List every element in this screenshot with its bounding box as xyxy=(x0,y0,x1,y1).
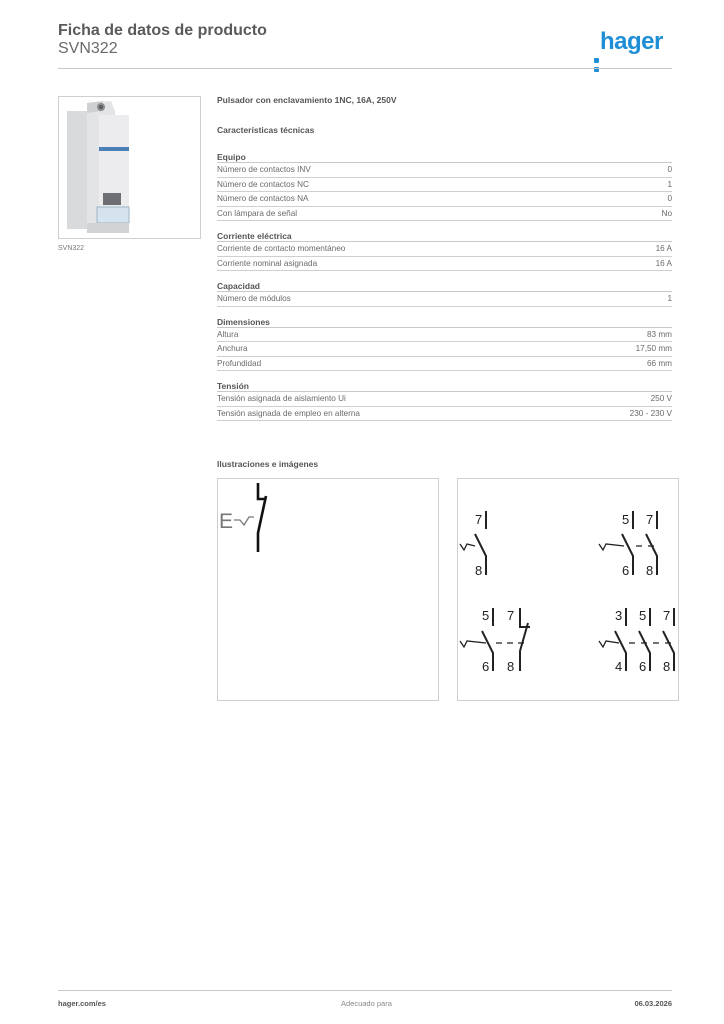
group-tension xyxy=(217,380,672,421)
page-title: Ficha de datos de producto xyxy=(58,22,267,39)
table-row xyxy=(217,257,672,272)
table-row xyxy=(217,192,672,207)
terminal-label: 7 xyxy=(507,608,515,623)
row-label: Profundidad xyxy=(217,358,262,368)
row-value: 66 mm xyxy=(646,358,672,368)
table-row xyxy=(217,342,672,357)
terminal-label: 5 xyxy=(482,608,490,623)
terminal-label: 3 xyxy=(615,608,623,623)
product-reference: SVN322 xyxy=(58,40,118,57)
terminal-label: 6 xyxy=(482,659,490,674)
group-title: Equipo xyxy=(217,151,672,163)
row-value: 16 A xyxy=(655,258,672,268)
terminal-label: 5 xyxy=(639,608,647,623)
terminal-label: 8 xyxy=(475,563,483,578)
row-label: Altura xyxy=(217,329,239,339)
row-label: Número de contactos NC xyxy=(217,179,309,189)
group-capacidad xyxy=(217,280,672,307)
contact-wiring-diagrams-icon xyxy=(458,479,678,700)
row-label: Anchura xyxy=(217,344,248,353)
table-row xyxy=(217,178,672,193)
table-row xyxy=(217,392,672,407)
row-label: Número de contactos INV xyxy=(217,165,311,174)
terminal-label: 7 xyxy=(646,512,654,527)
row-label: Tensión asignada de empleo en alterna xyxy=(217,408,360,418)
contact-diagrams-box xyxy=(457,478,679,701)
footer-suitable-for: Adecuado para xyxy=(341,999,392,1008)
group-corriente xyxy=(217,230,672,271)
row-value: No xyxy=(661,208,672,218)
row-value: 250 V xyxy=(650,394,672,403)
row-label: Corriente nominal asignada xyxy=(217,258,318,268)
group-title: Tensión xyxy=(217,380,672,392)
row-value: 17,50 mm xyxy=(635,344,672,353)
terminal-label: 4 xyxy=(615,659,623,674)
row-label: Tensión asignada de aislamiento Ui xyxy=(217,394,346,403)
symbol-label: E xyxy=(219,510,234,533)
row-value: 1 xyxy=(667,179,672,189)
footer-date: 06.03.2026 xyxy=(634,999,672,1008)
illustrations-title: Ilustraciones e imágenes xyxy=(217,459,319,469)
terminal-label: 6 xyxy=(622,563,630,578)
row-value: 0 xyxy=(667,165,672,174)
terminal-label: 5 xyxy=(622,512,630,527)
logo-text: hager xyxy=(600,28,663,55)
row-label: Número de contactos NA xyxy=(217,194,309,203)
characteristics-title: Características técnicas xyxy=(217,125,315,135)
group-dimensiones xyxy=(217,316,672,372)
terminal-label: 8 xyxy=(663,659,671,674)
schematic-symbol-box xyxy=(217,478,439,701)
row-value: 230 - 230 V xyxy=(629,408,672,418)
table-row xyxy=(217,407,672,422)
characteristics-section xyxy=(217,95,672,430)
table-row xyxy=(217,207,672,222)
terminal-label: 7 xyxy=(663,608,671,623)
footer-divider xyxy=(58,990,672,991)
row-value: 0 xyxy=(667,194,672,203)
terminal-label: 8 xyxy=(646,563,654,578)
table-row xyxy=(217,242,672,257)
latching-switch-symbol-icon xyxy=(218,479,438,700)
group-title: Capacidad xyxy=(217,280,672,292)
product-caption: SVN322 xyxy=(58,245,85,252)
row-label: Corriente de contacto momentáneo xyxy=(217,244,346,253)
hager-logo xyxy=(594,28,663,56)
din-rail-pushbutton-icon xyxy=(59,97,200,238)
row-value: 83 mm xyxy=(646,329,672,339)
row-label: Con lámpara de señal xyxy=(217,208,298,218)
row-value: 16 A xyxy=(655,244,672,253)
terminal-label: 7 xyxy=(475,512,483,527)
table-row xyxy=(217,163,672,178)
table-row xyxy=(217,357,672,372)
table-row xyxy=(217,328,672,343)
group-equipo xyxy=(217,151,672,221)
row-value: 1 xyxy=(667,294,672,303)
row-label: Número de módulos xyxy=(217,294,291,303)
terminal-label: 6 xyxy=(639,659,647,674)
product-description: Pulsador con enclavamiento 1NC, 16A, 250V xyxy=(217,95,397,105)
terminal-label: 8 xyxy=(507,659,515,674)
header-divider xyxy=(58,68,672,69)
footer-website-link[interactable]: hager.com/es xyxy=(58,999,106,1008)
group-title: Dimensiones xyxy=(217,316,672,328)
group-title: Corriente eléctrica xyxy=(217,230,672,242)
table-row xyxy=(217,292,672,307)
product-image xyxy=(58,96,201,239)
